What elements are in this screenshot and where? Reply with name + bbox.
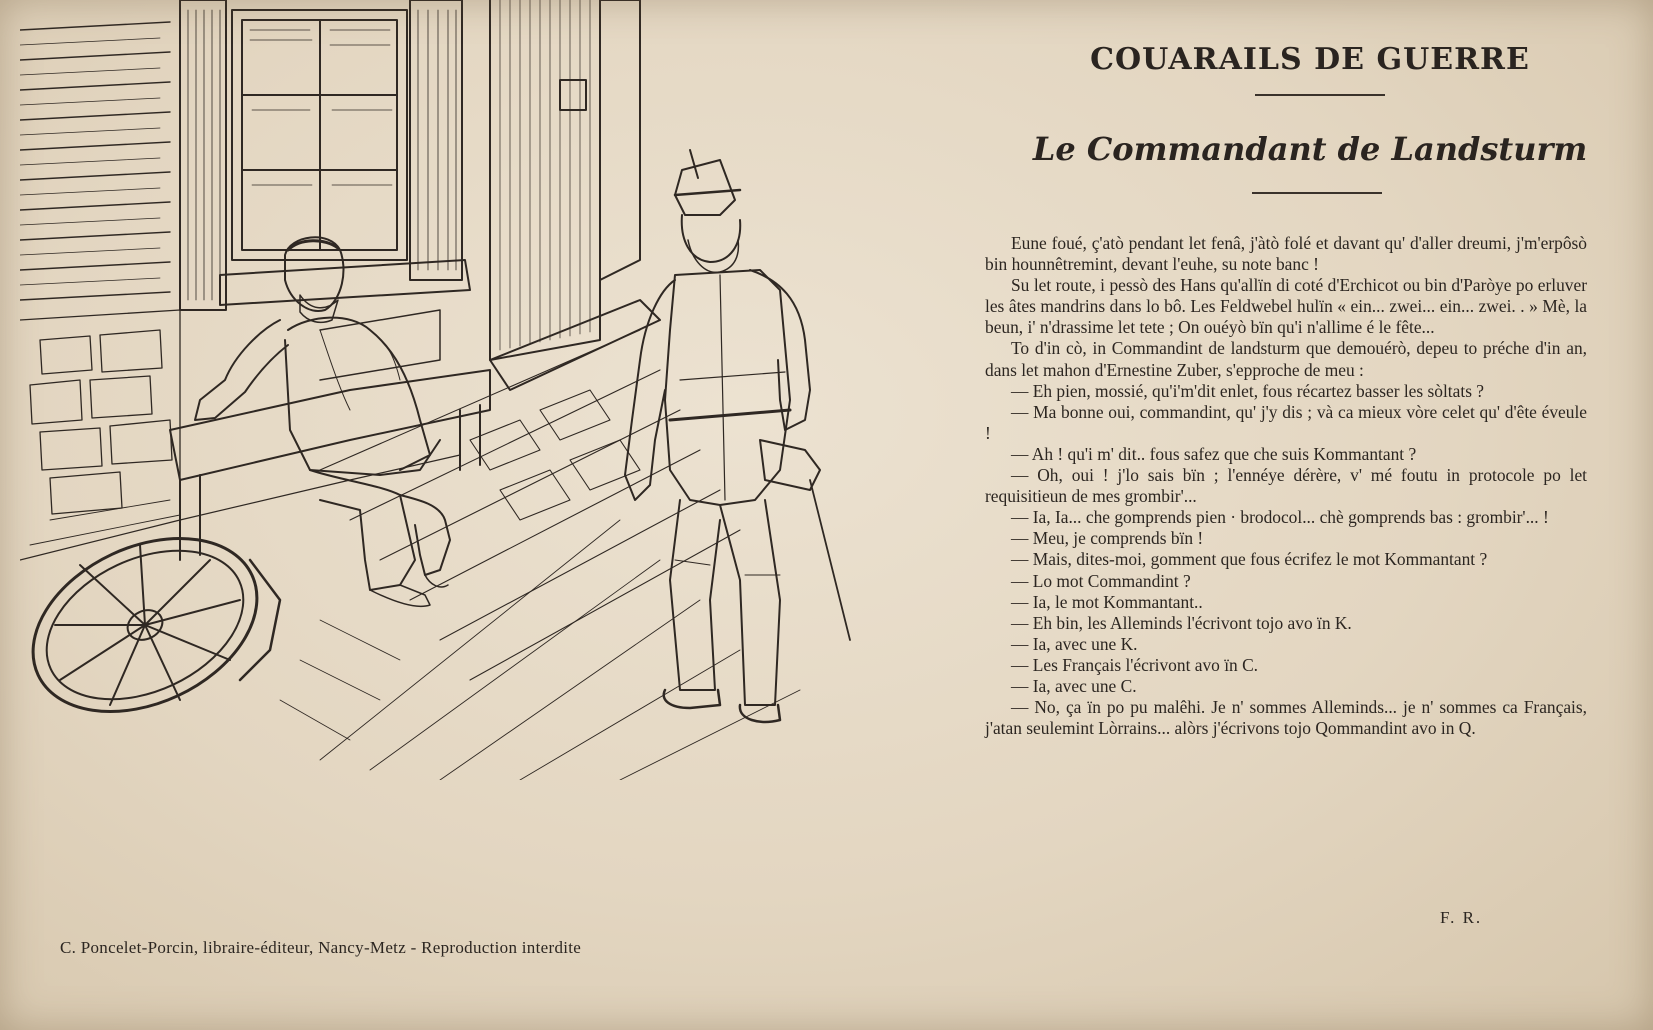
- house-wall: [20, 22, 170, 300]
- door: [490, 0, 660, 390]
- story-paragraph: — Eh pien, mossié, qu'i'm'dit enlet, fous récartez basser les sòltats ?: [1011, 380, 1485, 401]
- story-paragraph: — Ia, le mot Kommantant..: [1011, 591, 1203, 612]
- card-subtitle: Le Commandant de Landsturm: [1032, 130, 1588, 168]
- subtitle-divider: [1252, 192, 1382, 194]
- illustration: [20, 0, 890, 780]
- story-paragraph: — Eh bin, les Alleminds l'écrivont tojo avo ïn K.: [1011, 612, 1352, 633]
- story-paragraph: — Ia, avec une C.: [1011, 675, 1137, 696]
- story-text: [985, 233, 1587, 739]
- story-paragraph: — Ia, Ia... che gomprends pien · brodocol... chè gomprends bas : grombir'... !: [1011, 507, 1549, 528]
- story-paragraph: — Les Français l'écrivont avo ïn C.: [1011, 654, 1259, 675]
- card-title: COUARAILS DE GUERRE: [1090, 42, 1530, 77]
- story-paragraph: — Meu, je comprends bïn !: [1011, 528, 1204, 549]
- title-divider: [1255, 94, 1385, 96]
- bench: [170, 310, 490, 560]
- stone-wall: [20, 310, 180, 560]
- story-paragraph: — Mais, dites-moi, gomment que fous écrifez le mot Kommantant ?: [1011, 549, 1488, 570]
- wagon-wheel: [20, 504, 285, 745]
- story-paragraph: — Ia, avec une K.: [1011, 633, 1138, 654]
- author-signature: F. R.: [1440, 908, 1483, 927]
- standing-soldier: [625, 150, 850, 722]
- story-paragraph: — Lo mot Commandint ?: [1011, 570, 1191, 591]
- illustration-drawing: [20, 0, 890, 780]
- street: [280, 330, 800, 780]
- story-paragraph: — Ma bonne oui, commandint, qu' j'y dis ; và ca mieux vòre celet qu' d'ête éveule !: [985, 401, 1587, 443]
- window: [180, 0, 470, 310]
- story-paragraph: To d'in cò, in Commandint de landsturm que demouérò, depeu to préche d'in an, dans let mahon d'Ernestine Zuber, s'epproche de meu :: [985, 338, 1587, 380]
- story-paragraph: — No, ça ïn po pu malêhi. Je n' sommes Alleminds... je n' sommes ca Français, j'atan seulemint Lòrrains... alòrs j'écrivons tojo Qommandint avo in Q.: [985, 697, 1587, 739]
- story-paragraph: Su let route, i pessò des Hans qu'allïn di coté d'Erchicot ou bin d'Paròye po erluver les âtes mandrins dans lo bô. Les Feldwebel hulïn « ein... zwei... ein... zwei. . » Mè, la beun, i' n'drassime let tete ; On ouéyò bïn qu'i n'allime é le fête...: [985, 275, 1587, 338]
- story-paragraph: Eune foué, ç'atò pendant let fenâ, j'àtò folé et davant qu' d'aller dreumi, j'm'erpôsò bin hounnêtremint, devant l'euhe, su note banc !: [985, 233, 1587, 275]
- publisher-line: C. Poncelet-Porcin, libraire-éditeur, Nancy-Metz - Reproduction interdite: [60, 938, 582, 957]
- story-paragraph: — Ah ! qu'i m' dit.. fous safez que che suis Kommantant ?: [1011, 443, 1417, 464]
- story-paragraph: — Oh, oui ! j'lo sais bïn ; l'ennéye dérère, v' mé foutu in protocole po let requisitieun de mes grombir'...: [985, 465, 1587, 507]
